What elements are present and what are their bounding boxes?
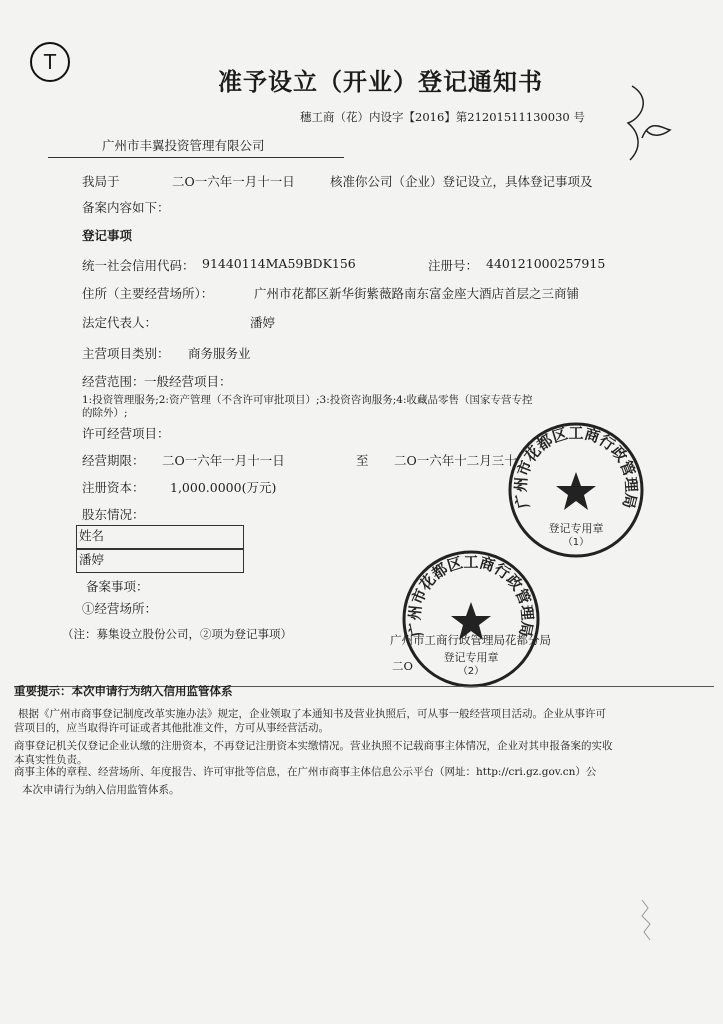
seal-2-star-icon	[451, 602, 491, 640]
faint-scribble	[636, 898, 658, 942]
address-value: 广州市花都区新华街紫薇路南东富金座大酒店首层之三商铺	[254, 286, 580, 301]
intro-prefix: 我局于	[82, 174, 120, 189]
shareholders-label: 股东情况：	[82, 507, 145, 522]
tips-p1-line2: 营项目的，应当取得许可证或者其他批准文件，方可从事经营活动。	[14, 722, 329, 734]
document-title: 准予设立（开业）登记通知书	[218, 67, 543, 96]
tips-p4-line1: 本次申请行为纳入信用监管体系。	[22, 784, 180, 796]
seal-1-star-icon	[556, 472, 596, 510]
filing-label: 备案事项：	[86, 579, 149, 594]
shareholder-header-cell: 姓名	[76, 525, 244, 549]
seal-2-bottom-text: 登记专用章	[443, 651, 499, 664]
intro-text: 核准你公司（企业）登记设立，具体登记事项及	[330, 174, 593, 189]
official-seal-2	[400, 548, 542, 690]
tips-heading: 重要提示：本次申请行为纳入信用监管体系	[14, 684, 233, 698]
address-label: 住所（主要经营场所）：	[82, 286, 214, 301]
tips-p2-line1: 商事登记机关仅登记企业认缴的注册资本，不再登记注册资本实缴情况。营业执照不记载商事主体情况，企业对其申报备案的实收	[14, 740, 613, 752]
term-start: 二O一六年一月十一日	[162, 453, 285, 468]
approval-date: 二O一六年一月十一日	[172, 174, 295, 189]
seal-2-text: 广州市花都区工商行政管理局	[405, 552, 537, 639]
credit-code-label: 统一社会信用代码：	[82, 258, 195, 273]
term-to: 至	[356, 453, 369, 468]
circle-t-mark: T	[30, 42, 70, 82]
issue-date-partial: 二O	[392, 659, 413, 673]
seal-1-number: （1）	[562, 537, 590, 548]
reg-no-value: 440121000257915	[486, 256, 606, 271]
intro-line2: 备案内容如下：	[82, 200, 170, 215]
issuer-name: 广州市工商行政管理局花都分局	[390, 633, 551, 647]
licensed-label: 许可经营项目：	[82, 426, 170, 441]
official-seal-1	[506, 420, 646, 560]
registration-heading: 登记事项	[82, 228, 133, 243]
scope-line-1: 1:投资管理服务;2:资产管理（不含许可审批项目）;3:投资咨询服务;4:收藏品零售（国家专营专控	[82, 394, 533, 406]
capital-value: 1,000.0000(万元)	[170, 480, 277, 495]
scope-line-2: 的除外）;	[82, 407, 128, 419]
handwritten-mark	[622, 78, 682, 168]
legal-rep-value: 潘婷	[250, 315, 276, 330]
reg-no-label: 注册号：	[428, 258, 479, 273]
seal-2-number: （2）	[457, 666, 485, 677]
legal-rep-label: 法定代表人：	[82, 315, 158, 330]
note-text: （注：募集设立股份公司，②项为登记事项）	[62, 627, 292, 641]
credit-code-value: 91440114MA59BDK156	[202, 256, 356, 271]
addressee-underline	[48, 157, 344, 158]
scope-general-label: 一般经营项目：	[144, 374, 232, 389]
document-number: 穗工商（花）内设字【2016】第21201511130030 号	[300, 110, 585, 124]
tips-p2-line2: 本真实性负责。	[14, 754, 88, 766]
tips-p3-line1: 商事主体的章程、经营场所、年度报告、许可审批等信息，在广州市商事主体信息公示平台（网址：http://cri.gz.gov.cn）公	[14, 766, 597, 778]
shareholder-name-cell: 潘婷	[76, 549, 244, 573]
term-end: 二O一六年十二月三十	[394, 453, 517, 468]
main-category-label: 主营项目类别：	[82, 346, 170, 361]
term-label: 经营期限：	[82, 453, 145, 468]
addressee-company: 广州市丰翼投资管理有限公司	[102, 138, 265, 153]
filing-item-1: ①经营场所：	[82, 601, 158, 616]
capital-label: 注册资本：	[82, 480, 145, 495]
scope-label: 经营范围：	[82, 374, 145, 389]
main-category-value: 商务服务业	[188, 346, 251, 361]
tips-p1-line1: 根据《广州市商事登记制度改革实施办法》规定，企业领取了本通知书及营业执照后，可从事一般经营项目活动。企业从事许可	[18, 708, 606, 720]
seal-1-bottom-text: 登记专用章	[548, 522, 604, 535]
seal-1-text: 广州市花都区工商行政管理局	[511, 423, 641, 511]
